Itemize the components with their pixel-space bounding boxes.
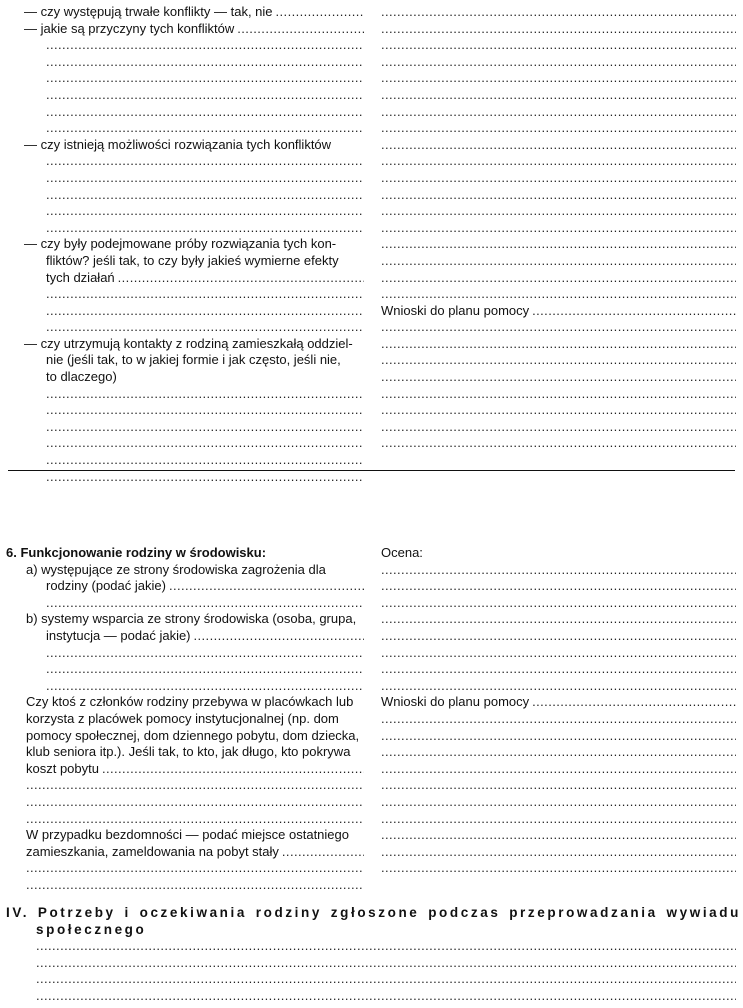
answer-line[interactable] [381, 728, 736, 745]
item-b-line-2: instytucja — podać jakie) ..... [6, 628, 364, 645]
homeless-question-line-1: W przypadku bezdomności — podać miejsce ostatniego [26, 827, 349, 843]
answer-line[interactable] [24, 187, 364, 204]
answer-line[interactable] [24, 435, 364, 452]
answer-line[interactable] [381, 352, 736, 369]
answer-line[interactable] [24, 170, 364, 187]
answer-line[interactable] [381, 860, 736, 877]
answer-line[interactable] [381, 236, 736, 253]
answer-line[interactable] [381, 435, 736, 452]
answer-line[interactable] [381, 744, 736, 761]
institution-question-line-5: koszt pobytu ..... [6, 761, 364, 778]
answer-field[interactable] [166, 578, 364, 595]
answer-line[interactable] [381, 70, 736, 87]
attempts-question-line-3: tych działań ..... [24, 270, 364, 287]
answer-line[interactable] [381, 827, 736, 844]
answer-line[interactable] [36, 955, 736, 972]
answer-line[interactable] [24, 286, 364, 303]
answer-line[interactable] [36, 938, 736, 955]
answer-line[interactable] [6, 678, 364, 695]
contacts-question-line-2: nie (jeśli tak, to w jakiej formie i jak często, jeśli nie, [46, 352, 341, 368]
answer-line[interactable] [381, 203, 736, 220]
answer-line[interactable] [381, 170, 736, 187]
answer-line[interactable] [24, 303, 364, 320]
answer-line[interactable] [381, 336, 736, 353]
answer-line[interactable] [381, 153, 736, 170]
section4-title [6, 904, 741, 938]
answer-line[interactable] [24, 104, 364, 121]
causes-question: — jakie są przyczyny tych konfliktów ..... [24, 21, 364, 38]
contacts-question-line-1: — czy utrzymują kontakty z rodziną zamieszkałą oddziel- [24, 335, 353, 351]
section4-title-line-2: społecznego [36, 922, 147, 937]
answer-line[interactable] [381, 761, 736, 778]
item-b-line-1: b) systemy wsparcia ze strony środowiska (osoba, grupa, [26, 611, 357, 627]
answer-line[interactable] [381, 104, 736, 121]
answer-field[interactable] [273, 4, 364, 21]
section4-answer-area [36, 938, 736, 1004]
answer-line[interactable] [381, 711, 736, 728]
answer-line[interactable] [381, 137, 736, 154]
homeless-question-line-2: zamieszkania, zameldowania na pobyt stały ..... [6, 844, 364, 861]
answer-line[interactable] [381, 319, 736, 336]
section-divider [8, 470, 735, 471]
institution-question-line-1: Czy ktoś z członków rodziny przebywa w placówkach lub [26, 694, 354, 710]
answer-field[interactable] [529, 303, 736, 320]
item-a-line-1: a) występujące ze strony środowiska zagrożenia dla [26, 561, 326, 577]
answer-line[interactable] [381, 37, 736, 54]
answer-line[interactable] [24, 452, 364, 469]
answer-line[interactable] [381, 253, 736, 270]
answer-line[interactable] [24, 469, 364, 486]
answer-line[interactable] [381, 54, 736, 71]
institution-question-line-4: klub seniora itp.). Jeśli tak, to kto, jak długo, kto pokrywa [26, 744, 351, 760]
section6-left-column [6, 545, 364, 893]
answer-line[interactable] [381, 595, 736, 612]
answer-line[interactable] [381, 21, 736, 38]
answer-line[interactable] [381, 777, 736, 794]
answer-line[interactable] [381, 645, 736, 662]
answer-line[interactable] [24, 203, 364, 220]
answer-line[interactable] [6, 645, 364, 662]
answer-line[interactable] [381, 286, 736, 303]
answer-line[interactable] [381, 661, 736, 678]
answer-line[interactable] [36, 988, 736, 1005]
answer-line[interactable] [24, 419, 364, 436]
answer-line[interactable] [381, 270, 736, 287]
answer-line[interactable] [381, 811, 736, 828]
answer-line[interactable] [24, 37, 364, 54]
answer-line[interactable] [381, 578, 736, 595]
answer-line[interactable] [381, 628, 736, 645]
answer-line[interactable] [381, 386, 736, 403]
conflicts-question: — czy występują trwałe konflikty — tak, nie ..... [24, 4, 364, 21]
answer-line[interactable] [381, 120, 736, 137]
conclusions-field: Wnioski do planu pomocy ..... [381, 694, 736, 711]
assessment-label: Ocena: [381, 545, 423, 560]
answer-line[interactable] [24, 386, 364, 403]
section4-title-line-1: IV. Potrzeby i oczekiwania rodziny zgłoszone podczas przeprowadzania wywiadu [6, 905, 741, 920]
answer-field[interactable] [279, 844, 364, 861]
answer-line[interactable] [6, 777, 364, 794]
answer-line[interactable] [6, 811, 364, 828]
answer-field[interactable] [115, 270, 364, 287]
answer-field[interactable] [191, 628, 364, 645]
answer-field[interactable] [99, 761, 364, 778]
answer-line[interactable] [24, 220, 364, 237]
answer-line[interactable] [36, 971, 736, 988]
answer-line[interactable] [381, 369, 736, 386]
top-left-column [24, 4, 364, 485]
answer-line[interactable] [24, 120, 364, 137]
answer-line[interactable] [381, 844, 736, 861]
answer-line[interactable] [381, 187, 736, 204]
contacts-question-line-3: to dlaczego) [46, 369, 117, 385]
answer-line[interactable] [381, 794, 736, 811]
attempts-question-line-1: — czy były podejmowane próby rozwiązania tych kon- [24, 236, 337, 252]
answer-line[interactable] [24, 402, 364, 419]
section6-right-column [381, 545, 736, 877]
item-a-line-2: rodziny (podać jakie) ..... [6, 578, 364, 595]
attempts-question-line-2: fliktów? jeśli tak, to czy były jakieś wymierne efekty [46, 252, 339, 268]
answer-line[interactable] [24, 319, 364, 336]
institution-question-line-3: pomocy społecznej, dom dziennego pobytu, dom dziecka, [26, 727, 360, 743]
answer-line[interactable] [6, 595, 364, 612]
answer-line[interactable] [24, 153, 364, 170]
answer-line[interactable] [381, 419, 736, 436]
institution-question-line-2: korzysta z placówek pomocy instytucjonalnej (np. dom [26, 710, 339, 726]
answer-line[interactable] [381, 87, 736, 104]
answer-line[interactable] [24, 70, 364, 87]
answer-line[interactable] [381, 611, 736, 628]
answer-line[interactable] [6, 860, 364, 877]
answer-line[interactable] [6, 661, 364, 678]
top-right-column [381, 4, 736, 452]
answer-line[interactable] [24, 54, 364, 71]
answer-line[interactable] [381, 562, 736, 579]
answer-line[interactable] [381, 402, 736, 419]
conclusions-field: Wnioski do planu pomocy ..... [381, 303, 736, 320]
answer-line[interactable] [381, 4, 736, 21]
answer-line[interactable] [6, 877, 364, 894]
section6-title: 6. Funkcjonowanie rodziny w środowisku: [6, 545, 267, 560]
answer-field[interactable] [234, 21, 364, 38]
answer-field[interactable] [529, 694, 736, 711]
answer-line[interactable] [24, 87, 364, 104]
answer-line[interactable] [381, 220, 736, 237]
resolve-question: — czy istnieją możliwości rozwiązania tych konfliktów [24, 136, 332, 152]
answer-line[interactable] [6, 794, 364, 811]
answer-line[interactable] [381, 678, 736, 695]
